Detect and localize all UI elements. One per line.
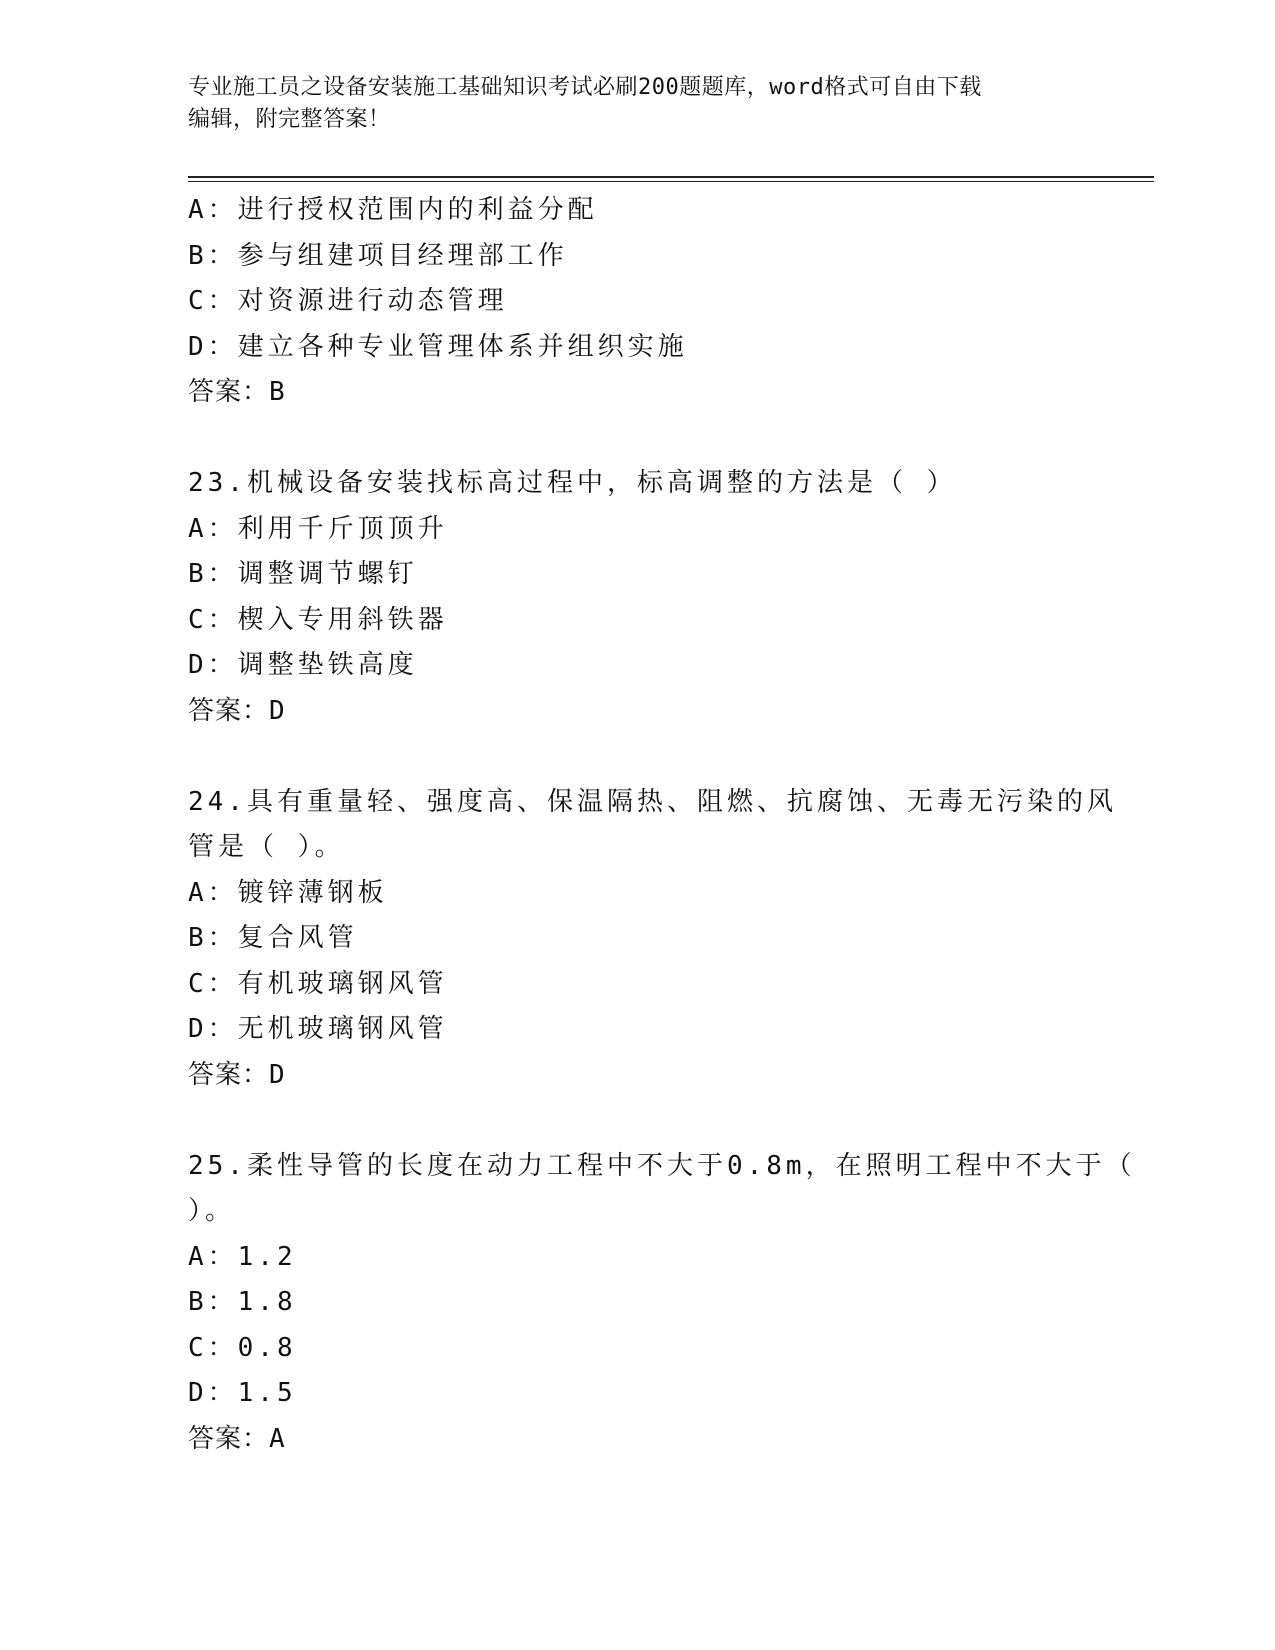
- question-25: [188, 1144, 1136, 1463]
- header-title-line-1: 专业施工员之设备安装施工基础知识考试必刷200题题库，word格式可自由下载: [188, 75, 982, 100]
- option-d: D：建立各种专业管理体系并组织实施: [188, 331, 688, 362]
- header-divider-thin: [188, 181, 1154, 182]
- header-title-line-2: 编辑，附完整答案！: [188, 107, 391, 132]
- spacer: [188, 416, 1088, 462]
- question-text-line-1: 25.柔性导管的长度在动力工程中不大于0.8m，在照明工程中不大于（: [188, 1150, 1136, 1181]
- question-text-line-2: 管是（ ）。: [188, 832, 345, 862]
- answer: 答案：D: [188, 695, 286, 726]
- option-d: D：无机玻璃钢风管: [188, 1014, 448, 1044]
- answer: 答案：A: [188, 1423, 286, 1454]
- question-text-line-1: 24.具有重量轻、强度高、保温隔热、阻燃、抗腐蚀、无毒无污染的风: [188, 786, 1117, 817]
- question-23: [188, 461, 1088, 734]
- spacer: [188, 734, 1088, 780]
- option-a: A：1.2: [188, 1241, 297, 1272]
- option-b: B：复合风管: [188, 923, 358, 953]
- option-c: C：楔入专用斜铁器: [188, 604, 448, 635]
- option-b: B：调整调节螺钉: [188, 559, 418, 589]
- header-divider-thick: [188, 176, 1154, 178]
- option-b: B：1.8: [188, 1287, 297, 1317]
- question-text: 23.机械设备安装找标高过程中，标高调整的方法是（ ）: [188, 468, 957, 498]
- spacer: [188, 1098, 1088, 1144]
- question-text-line-2: ）。: [188, 1196, 236, 1226]
- option-d: D：1.5: [188, 1378, 297, 1408]
- document-header: [188, 72, 1068, 136]
- option-c: C：0.8: [188, 1332, 297, 1363]
- option-b: B：参与组建项目经理部工作: [188, 240, 568, 271]
- question-22-tail: [188, 188, 1088, 416]
- option-a: A：进行授权范围内的利益分配: [188, 195, 598, 225]
- question-list: [188, 188, 1136, 1462]
- option-a: A：利用千斤顶顶升: [188, 513, 448, 544]
- option-d: D：调整垫铁高度: [188, 650, 418, 680]
- question-24: [188, 780, 1117, 1099]
- answer: 答案：B: [188, 377, 286, 407]
- answer: 答案：D: [188, 1059, 286, 1090]
- option-c: C：有机玻璃钢风管: [188, 968, 448, 999]
- option-c: C：对资源进行动态管理: [188, 286, 508, 316]
- option-a: A：镀锌薄钢板: [188, 877, 388, 908]
